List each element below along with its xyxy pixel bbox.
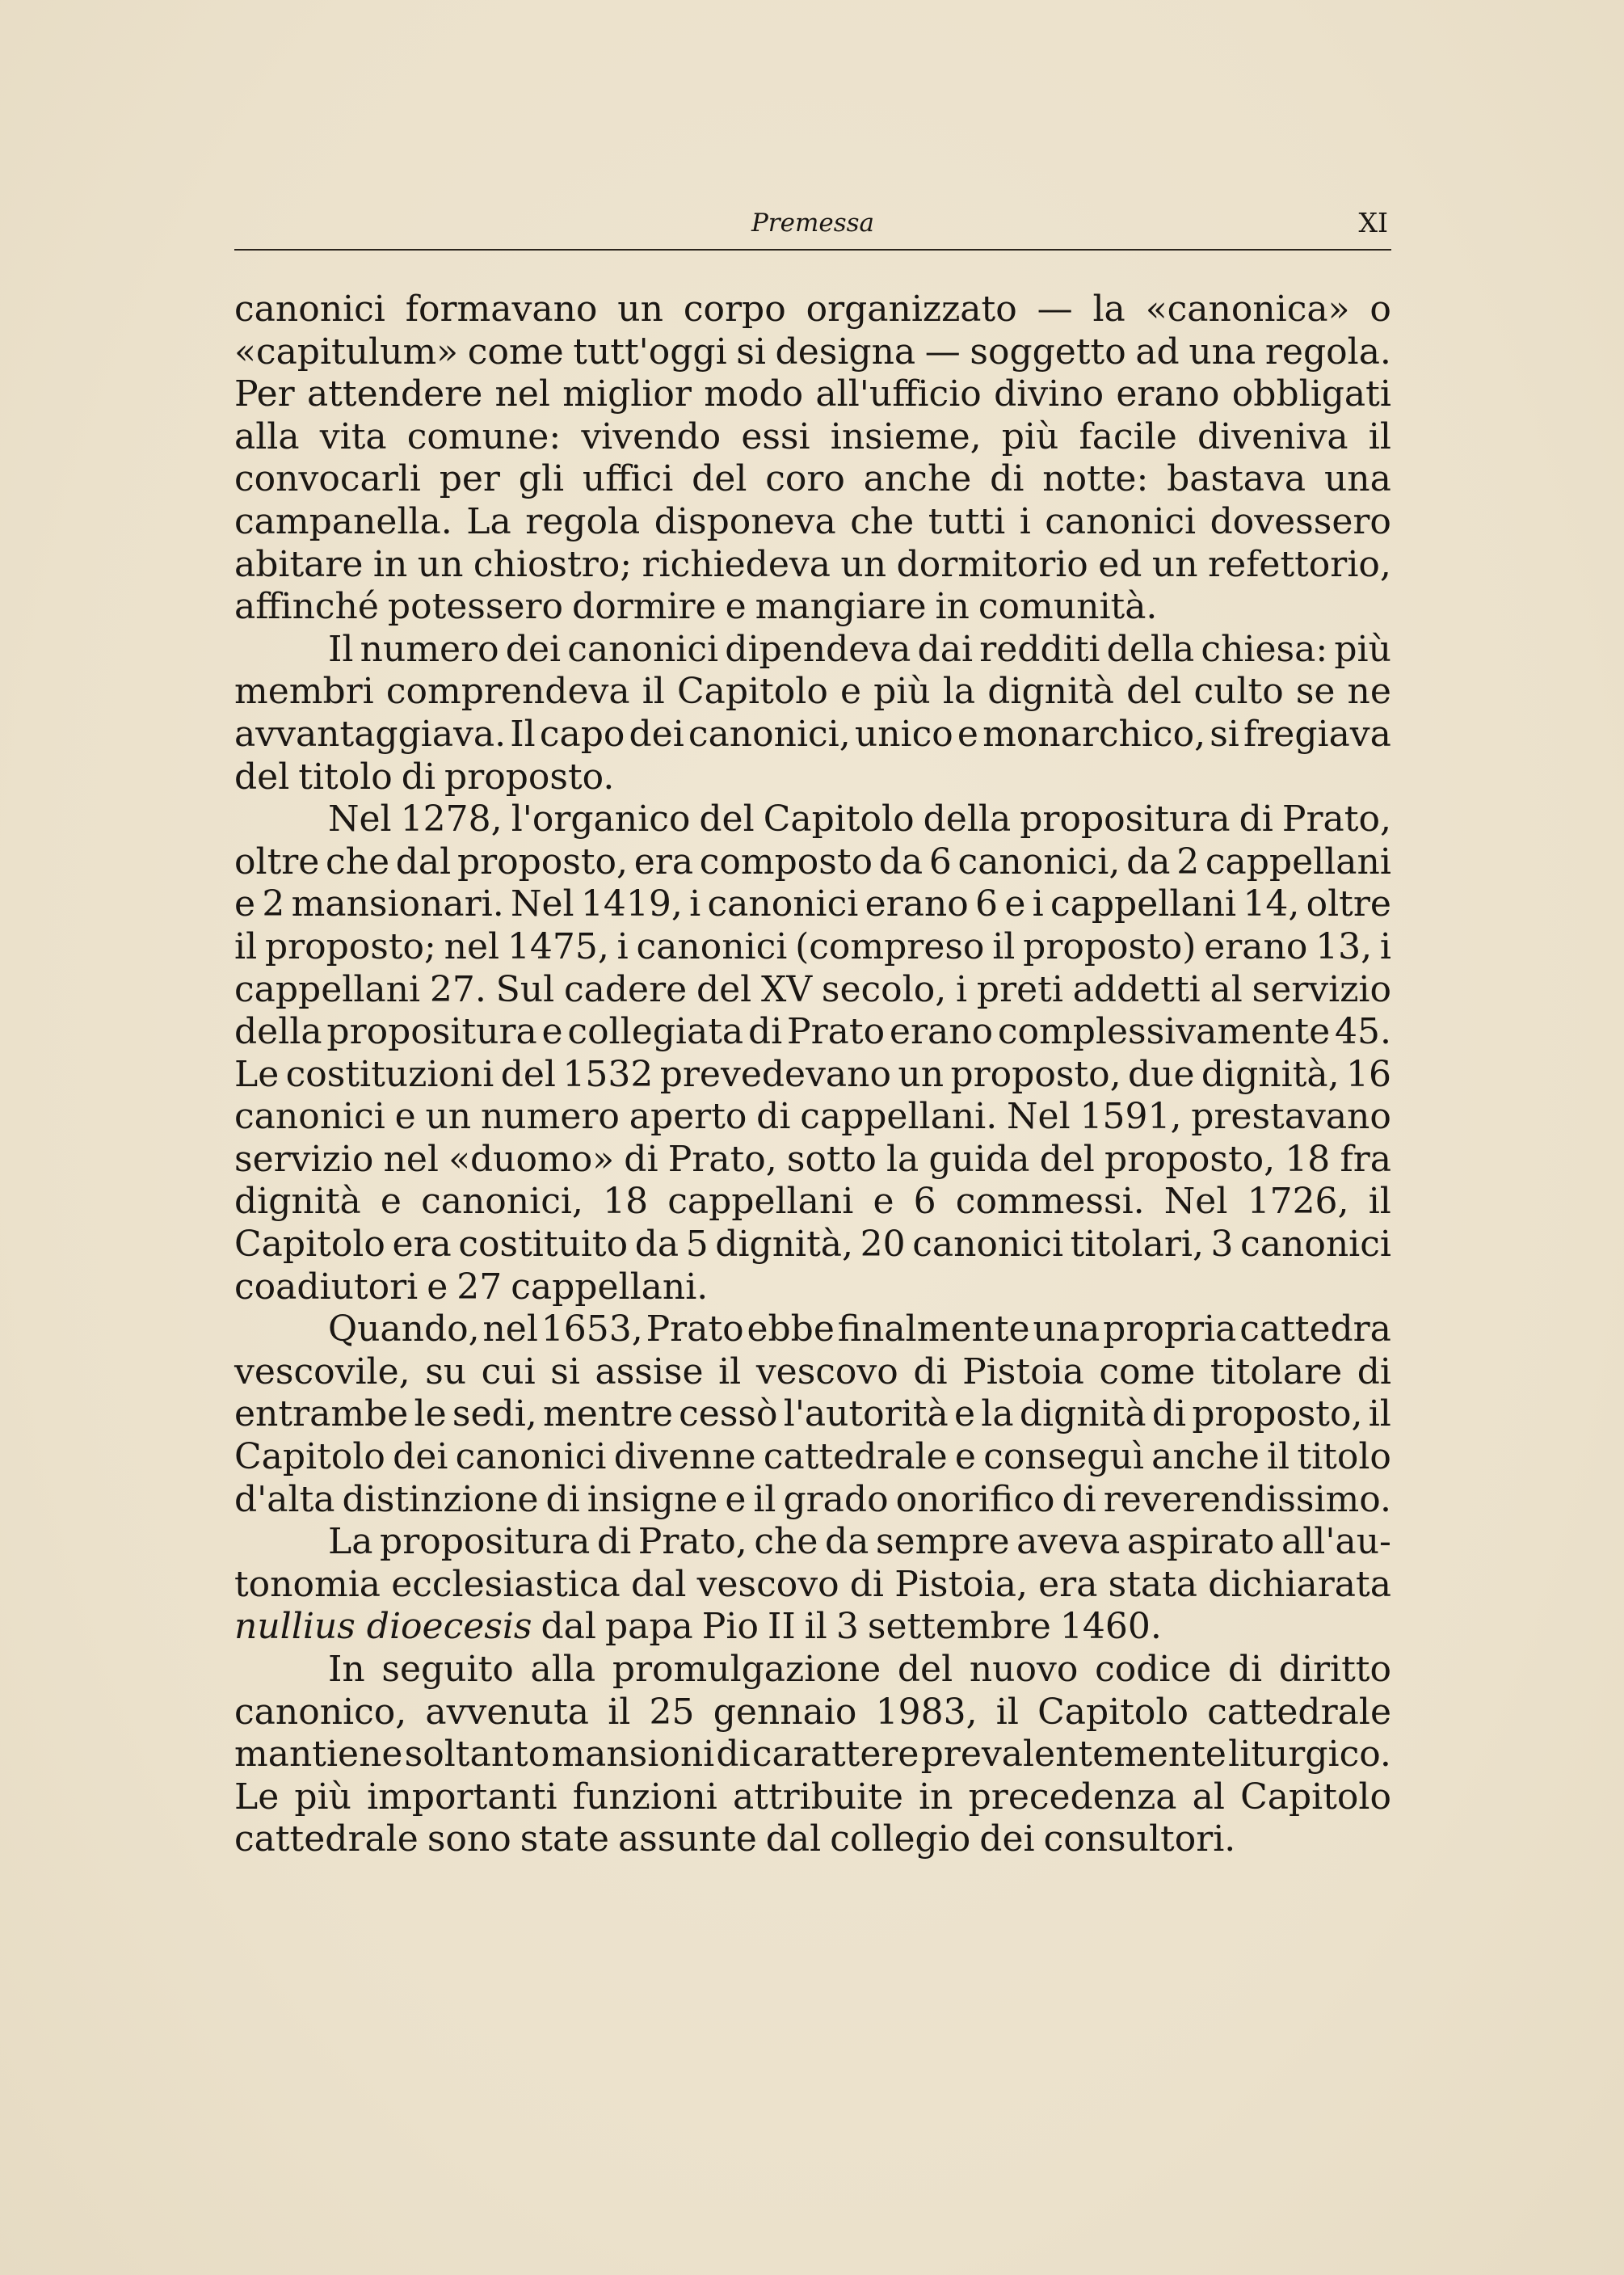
text-line: Quando, nel 1653, Prato ebbe finalmente una propria cattedra — [328, 1308, 1391, 1350]
text-line: campanella. La regola disponeva che tutti i canonici dovessero — [234, 500, 1391, 542]
text-line: Per attendere nel miglior modo all'ufficio divino erano obbligati — [234, 373, 1391, 415]
text-line: Il numero dei canonici dipendeva dai redditi della chiesa: più — [328, 628, 1391, 670]
text-line: tonomia ecclesiastica dal vescovo di Pistoia, era stata dichiarata — [234, 1563, 1391, 1605]
text-line: canonici e un numero aperto di cappellani. Nel 1591, prestavano — [234, 1096, 1391, 1138]
text-line: La propositura di Prato, che da sempre aveva aspirato all'au- — [328, 1521, 1391, 1563]
text-line: canonico, avvenuta il 25 gennaio 1983, il Capitolo cattedrale — [234, 1691, 1391, 1733]
text-line: «capitulum» come tutt'oggi si designa — soggetto ad una regola. — [234, 331, 1391, 373]
text-line: dignità e canonici, 18 cappellani e 6 commessi. Nel 1726, il — [234, 1181, 1391, 1223]
text-line: abitare in un chiostro; richiedeva un dormitorio ed un refettorio, — [234, 543, 1391, 585]
running-head — [234, 202, 1391, 251]
text-line: entrambe le sedi, mentre cessò l'autorità e la dignità di proposto, il — [234, 1393, 1391, 1435]
text-line: del titolo di proposto. — [234, 756, 615, 798]
latin-term: nullius dioecesis — [234, 1606, 532, 1648]
text-line: mantiene soltanto mansioni di carattere prevalentemente liturgico. — [234, 1734, 1391, 1776]
text-line: oltre che dal proposto, era composto da 6 canonici, da 2 cappellani — [234, 840, 1391, 883]
text-line: Nel 1278, l'organico del Capitolo della propositura di Prato, — [328, 798, 1391, 840]
text-line: il proposto; nel 1475, i canonici (compreso il proposto) erano 13, i — [234, 925, 1391, 967]
text-line: Capitolo dei canonici divenne cattedrale e conseguì anche il titolo — [234, 1436, 1391, 1478]
text-line: membri comprendeva il Capitolo e più la dignità del culto se ne — [234, 671, 1391, 713]
text-line: canonici formavano un corpo organizzato — la «canonica» o — [234, 289, 1391, 330]
text-line: coadiutori e 27 cappellani. — [234, 1266, 709, 1308]
text-line: servizio nel «duomo» di Prato, sotto la guida del proposto, 18 fra — [234, 1138, 1391, 1180]
text-line: vescovile, su cui si assise il vescovo di Pistoia come titolare di — [234, 1350, 1391, 1392]
text-line: Le costituzioni del 1532 prevedevano un proposto, due dignità, 16 — [234, 1053, 1391, 1095]
text-line: e 2 mansionari. Nel 1419, i canonici erano 6 e i cappellani 14, oltre — [234, 883, 1391, 925]
text-line: avvantaggiava. Il capo dei canonici, unico e monarchico, si fregiava — [234, 713, 1391, 755]
text-line: alla vita comune: vivendo essi insieme, più facile diveniva il — [234, 415, 1391, 457]
running-title: Premessa — [751, 209, 875, 238]
text-line: affinché potessero dormire e mangiare in comunità. — [234, 586, 1158, 628]
text-line: In seguito alla promulgazione del nuovo codice di diritto — [328, 1649, 1391, 1690]
text-line: cattedrale sono state assunte dal collegio dei consultori. — [234, 1818, 1236, 1860]
text-line: Capitolo era costituito da 5 dignità, 20 canonici titolari, 3 canonici — [234, 1224, 1391, 1266]
text-line: convocarli per gli uffici del coro anche di notte: bastava una — [234, 458, 1391, 500]
body-text — [234, 289, 1391, 1861]
text-line: della propositura e collegiata di Prato erano complessivamente 45. — [234, 1011, 1391, 1053]
text-line: Le più importanti funzioni attribuite in precedenza al Capitolo — [234, 1776, 1391, 1818]
text-line: nullius dioecesis dal papa Pio II il 3 settembre 1460. — [234, 1606, 1162, 1648]
page-number: XI — [1358, 207, 1388, 238]
text-line: cappellani 27. Sul cadere del XV secolo, i preti addetti al servizio — [234, 968, 1391, 1010]
text-line: d'alta distinzione di insigne e il grado onorifico di reverendissimo. — [234, 1478, 1391, 1520]
